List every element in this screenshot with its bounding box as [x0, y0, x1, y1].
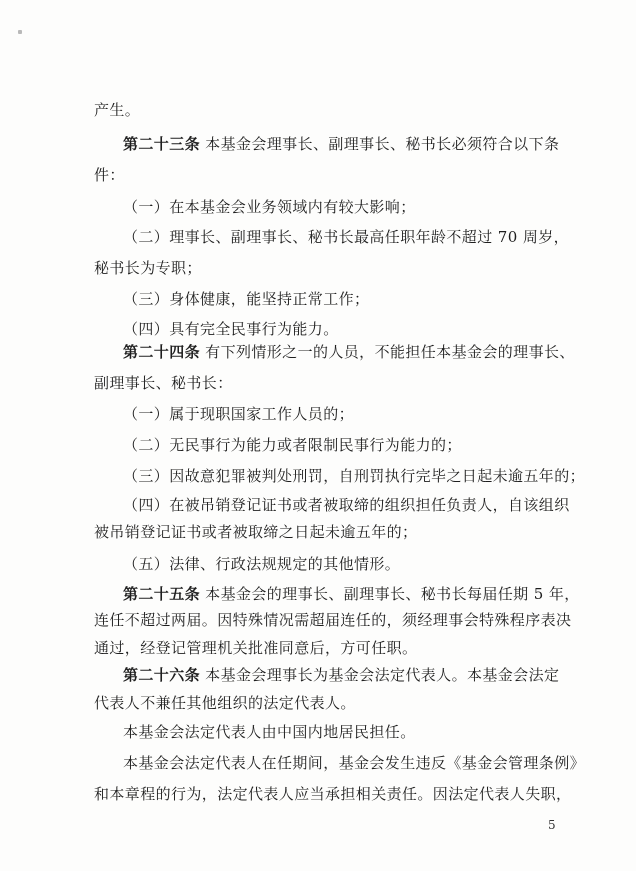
text-line — [0, 554, 636, 574]
page-number: 5 — [548, 818, 556, 832]
text-line — [0, 435, 636, 455]
line-text: 本基金会理事长、副理事长、秘书长必须符合以下条 — [200, 135, 560, 153]
text-line — [0, 165, 636, 185]
text-line — [0, 784, 636, 804]
text-line — [0, 373, 636, 393]
text-line — [0, 722, 636, 742]
text-line — [0, 404, 636, 424]
line-text: 代表人不兼任其他组织的法定代表人。 — [94, 694, 356, 712]
article-heading: 第二十四条 — [123, 343, 201, 361]
text-line — [0, 227, 636, 247]
line-text: （四）具有完全民事行为能力。 — [123, 320, 339, 338]
line-text: 有下列情形之一的人员，不能担任本基金会的理事长、 — [200, 343, 575, 361]
text-line — [0, 289, 636, 309]
line-text: 本基金会理事长为基金会法定代表人。本基金会法定 — [200, 666, 560, 684]
line-text: （一）在本基金会业务领域内有较大影响； — [123, 198, 416, 216]
line-text: 连任不超过两届。因特殊情况需超届连任的，须经理事会特殊程序表决 — [94, 611, 572, 629]
line-text: 和本章程的行为，法定代表人应当承担相关责任。因法定代表人失职， — [94, 785, 572, 803]
line-text: 副理事长、秘书长： — [94, 374, 233, 392]
line-text: （四）在被吊销登记证书或者被取缔的组织担任负责人，自该组织 — [123, 496, 570, 514]
text-line — [0, 753, 636, 773]
text-line — [0, 495, 636, 515]
line-text: 产生。 — [94, 101, 141, 119]
article-heading: 第二十五条 — [123, 585, 201, 603]
line-text: 本基金会的理事长、副理事长、秘书长每届任期 5 年， — [200, 585, 580, 603]
text-line — [0, 197, 636, 217]
line-text: 件： — [94, 166, 125, 184]
line-text: 通过，经登记管理机关批准同意后，方可任职。 — [94, 639, 418, 657]
line-text: （五）法律、行政法规规定的其他情形。 — [123, 555, 401, 573]
text-line — [0, 134, 636, 154]
line-text: 秘书长为专职； — [94, 259, 202, 277]
text-line — [0, 693, 636, 713]
text-line — [0, 319, 636, 339]
article-heading: 第二十三条 — [123, 135, 201, 153]
text-line — [0, 466, 636, 486]
line-text: （一）属于现职国家工作人员的； — [123, 405, 355, 423]
text-line — [0, 522, 636, 542]
text-line — [0, 610, 636, 630]
text-line — [0, 638, 636, 658]
text-line — [0, 665, 636, 685]
text-line — [0, 584, 636, 604]
article-heading: 第二十六条 — [123, 666, 201, 684]
line-text: （二）无民事行为能力或者限制民事行为能力的； — [123, 436, 462, 454]
text-line — [0, 100, 636, 120]
line-text: 本基金会法定代表人在任期间，基金会发生违反《基金会管理条例》 — [123, 754, 586, 772]
text-line — [0, 258, 636, 278]
line-text: 本基金会法定代表人由中国内地居民担任。 — [123, 723, 416, 741]
line-text: （三）因故意犯罪被判处刑罚，自刑罚执行完毕之日起未逾五年的； — [123, 467, 586, 485]
line-text: （三）身体健康，能坚持正常工作； — [123, 290, 370, 308]
text-line — [0, 342, 636, 362]
line-text: （二）理事长、副理事长、秘书长最高任职年龄不超过 70 周岁， — [123, 228, 570, 246]
line-text: 被吊销登记证书或者被取缔之日起未逾五年的； — [94, 523, 418, 541]
scan-mark — [18, 30, 22, 34]
